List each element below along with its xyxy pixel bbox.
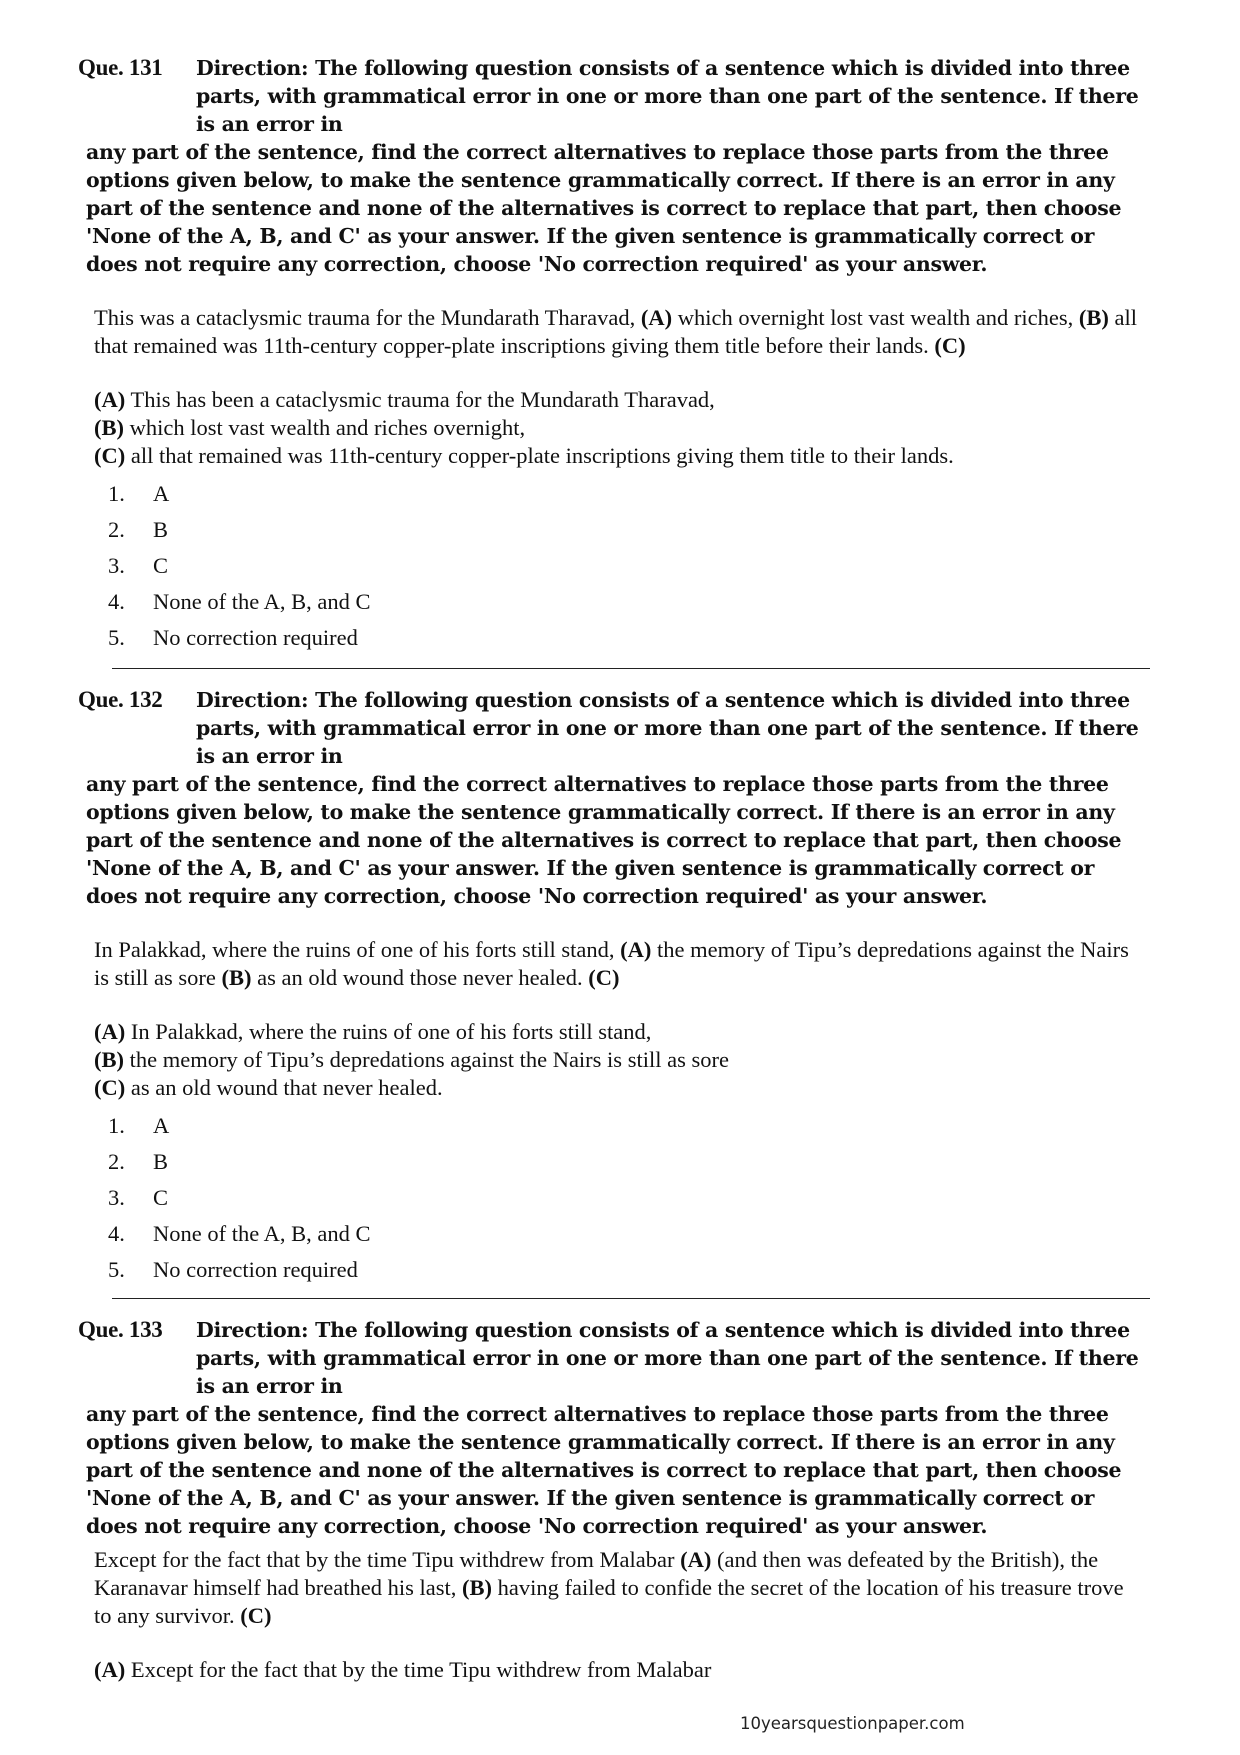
option-3[interactable]: 3. C — [108, 553, 169, 578]
alternative-a: (A) Except for the fact that by the time Tipu withdrew from Malabar — [94, 1657, 712, 1682]
direction — [78, 54, 1146, 278]
part-marker-c: (C) — [588, 965, 620, 990]
question-number: Que. 132 — [78, 687, 163, 712]
question-131 — [78, 54, 1146, 656]
part-marker-c: (C) — [240, 1603, 272, 1628]
answer-options — [108, 1108, 1146, 1288]
question-133 — [78, 1316, 1146, 1684]
direction-body: any part of the sentence, find the correct alternatives to replace those parts from the three options given below, to make the sentence grammatically correct. If there is an error in any part of the sentence and none of the alternatives is correct to replace that part, then choose 'None of the A, B, and C' as your answer. If the given sentence is grammatically correct or does not require any correction, choose 'No correction required' as your answer. — [86, 140, 1122, 276]
part-marker-b: (B) — [1078, 305, 1109, 330]
answer-options — [108, 476, 1146, 656]
part-marker-b: (B) — [221, 965, 252, 990]
option-2[interactable]: 2. B — [108, 517, 169, 542]
option-5[interactable]: 5. No correction required — [108, 625, 358, 650]
question-number: Que. 133 — [78, 1317, 163, 1342]
question-sentence — [94, 304, 1144, 360]
alternatives — [94, 386, 1146, 470]
divider — [112, 1298, 1150, 1299]
option-4[interactable]: 4. None of the A, B, and C — [108, 589, 371, 614]
direction-intro: Direction: The following question consists of a sentence which is divided into three parts, with grammatical error in one or more than one part of the sentence. If there is an error in — [196, 56, 1139, 136]
alternatives — [94, 1656, 1146, 1684]
alternative-a: (A) In Palakkad, where the ruins of one of his forts still stand, — [94, 1019, 652, 1044]
part-marker-b: (B) — [462, 1575, 492, 1600]
alternative-b: (B) the memory of Tipu’s depredations against the Nairs is still as sore — [94, 1047, 729, 1072]
part-marker-c: (C) — [934, 333, 966, 358]
sentence-segment: all that remained was 11th-century copper-plate inscriptions giving them title before their lands. — [94, 305, 1138, 358]
sentence-segment: which overnight lost vast wealth and riches, — [672, 305, 1079, 330]
question-132 — [78, 686, 1146, 1288]
option-1[interactable]: 1. A — [108, 481, 170, 506]
alternative-b: (B) which lost vast wealth and riches overnight, — [94, 415, 526, 440]
sentence-segment: the memory of Tipu’s depredations against the Nairs is still as sore — [94, 937, 1129, 990]
question-sentence — [94, 1546, 1144, 1630]
part-marker-a: (A) — [620, 937, 652, 962]
option-5[interactable]: 5. No correction required — [108, 1257, 358, 1282]
direction — [78, 686, 1146, 910]
sentence-segment: having failed to confide the secret of the location of his treasure trove to any survivor. — [94, 1575, 1124, 1628]
alternative-c: (C) all that remained was 11th-century copper-plate inscriptions giving them title to their lands. — [94, 443, 954, 468]
sentence-segment: (and then was defeated by the British), the Karanavar himself had breathed his last, — [94, 1547, 1099, 1600]
direction-body: any part of the sentence, find the correct alternatives to replace those parts from the three options given below, to make the sentence grammatically correct. If there is an error in any part of the sentence and none of the alternatives is correct to replace that part, then choose 'None of the A, B, and C' as your answer. If the given sentence is grammatically correct or does not require any correction, choose 'No correction required' as your answer. — [86, 772, 1122, 908]
footer-website: 10yearsquestionpaper.com — [740, 1714, 965, 1733]
direction-intro: Direction: The following question consists of a sentence which is divided into three parts, with grammatical error in one or more than one part of the sentence. If there is an error in — [196, 688, 1139, 768]
alternative-c: (C) as an old wound that never healed. — [94, 1075, 443, 1100]
divider — [112, 668, 1150, 669]
sentence-segment: In Palakkad, where the ruins of one of his forts still stand, — [94, 937, 621, 962]
option-4[interactable]: 4. None of the A, B, and C — [108, 1221, 371, 1246]
sentence-segment: Except for the fact that by the time Tipu withdrew from Malabar — [94, 1547, 681, 1572]
option-1[interactable]: 1. A — [108, 1113, 170, 1138]
direction — [78, 1316, 1146, 1540]
sentence-segment: This was a cataclysmic trauma for the Mundarath Tharavad, — [94, 305, 641, 330]
question-sentence — [94, 936, 1144, 992]
part-marker-a: (A) — [640, 305, 673, 330]
part-marker-a: (A) — [680, 1547, 712, 1572]
option-2[interactable]: 2. B — [108, 1149, 169, 1174]
question-number: Que. 131 — [78, 55, 163, 80]
alternatives — [94, 1018, 1146, 1102]
alternative-a: (A) This has been a cataclysmic trauma for the Mundarath Tharavad, — [94, 387, 715, 412]
direction-body: any part of the sentence, find the correct alternatives to replace those parts from the three options given below, to make the sentence grammatically correct. If there is an error in any part of the sentence and none of the alternatives is correct to replace that part, then choose 'None of the A, B, and C' as your answer. If the given sentence is grammatically correct or does not require any correction, choose 'No correction required' as your answer. — [86, 1402, 1122, 1538]
option-3[interactable]: 3. C — [108, 1185, 169, 1210]
direction-intro: Direction: The following question consists of a sentence which is divided into three parts, with grammatical error in one or more than one part of the sentence. If there is an error in — [196, 1318, 1139, 1398]
sentence-segment: as an old wound those never healed. — [251, 965, 589, 990]
